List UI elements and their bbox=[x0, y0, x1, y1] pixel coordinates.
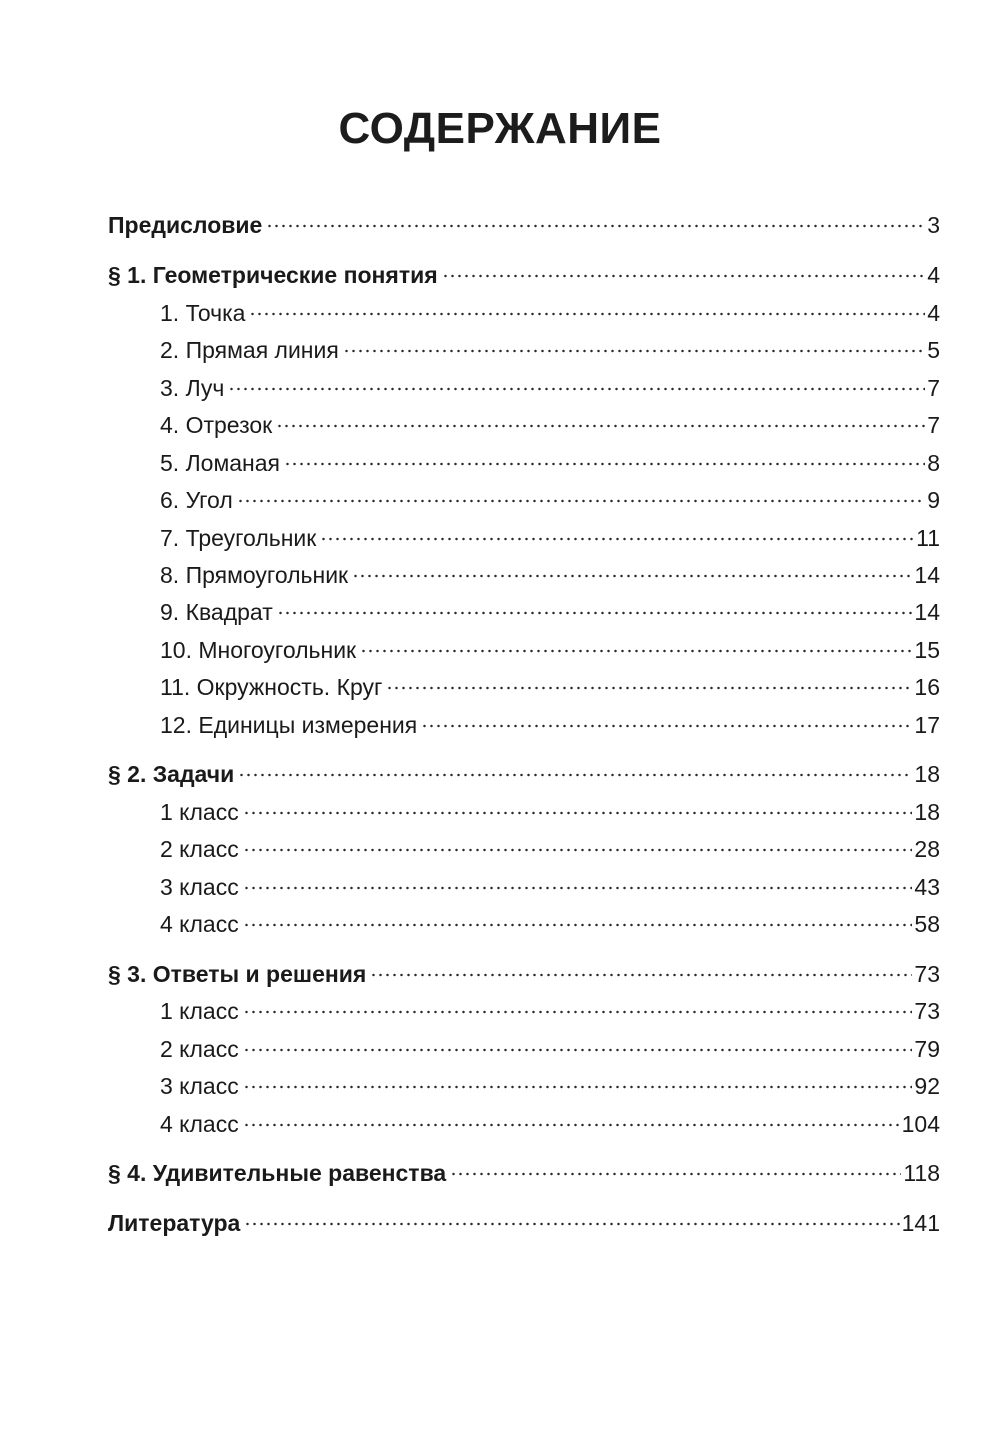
dot-leader bbox=[360, 628, 912, 658]
toc-entry-page: 118 bbox=[903, 1160, 940, 1186]
toc-entry-page: 15 bbox=[914, 637, 940, 663]
toc-entry-section-3[interactable] bbox=[108, 952, 940, 987]
toc-entry-label: § 3. Ответы и решения bbox=[108, 961, 367, 987]
toc-entry-sub[interactable] bbox=[160, 366, 940, 401]
toc-entry-page: 8 bbox=[927, 450, 940, 476]
toc-entry-sub[interactable] bbox=[160, 1027, 940, 1062]
dot-leader bbox=[343, 328, 925, 358]
toc-entry-label: Предисловие bbox=[108, 212, 263, 238]
dot-leader bbox=[249, 291, 925, 321]
toc-entry-label: 4 класс bbox=[160, 911, 239, 937]
dot-leader bbox=[442, 253, 926, 283]
toc-entry-label: 2. Прямая линия bbox=[160, 337, 339, 363]
toc-entry-sub[interactable] bbox=[160, 665, 940, 700]
toc-entry-label: 11. Окружность. Круг bbox=[160, 674, 383, 700]
toc-entry-sub[interactable] bbox=[160, 703, 940, 738]
toc-entry-page: 92 bbox=[914, 1073, 940, 1099]
toc-entry-label: 5. Ломаная bbox=[160, 450, 281, 476]
toc-entry-sub[interactable] bbox=[160, 865, 940, 900]
toc-entry-page: 104 bbox=[901, 1111, 940, 1137]
dot-leader bbox=[421, 703, 912, 733]
toc-entry-label: 1 класс bbox=[160, 799, 239, 825]
dot-leader bbox=[243, 902, 913, 932]
dot-leader bbox=[228, 366, 925, 396]
toc-entry-label: 12. Единицы измерения bbox=[160, 712, 418, 738]
toc-entry-page: 141 bbox=[901, 1210, 940, 1236]
toc-entry-sub[interactable] bbox=[160, 291, 940, 326]
dot-leader bbox=[243, 1102, 900, 1132]
toc-entry-section-2[interactable] bbox=[108, 752, 940, 787]
toc-entry-label: 1. Точка bbox=[160, 300, 246, 326]
toc-entry-label: 3 класс bbox=[160, 874, 239, 900]
toc-entry-sub[interactable] bbox=[160, 478, 940, 513]
toc-entry-page: 9 bbox=[927, 487, 940, 513]
toc-entry-sub[interactable] bbox=[160, 516, 940, 551]
toc-entry-label: § 2. Задачи bbox=[108, 761, 235, 787]
toc-entry-label: 7. Треугольник bbox=[160, 525, 317, 551]
toc-entry-sub[interactable] bbox=[160, 790, 940, 825]
dot-leader bbox=[450, 1151, 901, 1181]
toc-entry-section-1[interactable] bbox=[108, 253, 940, 288]
dot-leader bbox=[237, 478, 925, 508]
toc-entry-label: 6. Угол bbox=[160, 487, 233, 513]
toc-entry-page: 43 bbox=[914, 874, 940, 900]
dot-leader bbox=[284, 441, 925, 471]
toc-entry-label: 2 класс bbox=[160, 1036, 239, 1062]
toc-entry-sub[interactable] bbox=[160, 628, 940, 663]
dot-leader bbox=[352, 553, 912, 583]
dot-leader bbox=[370, 952, 912, 982]
dot-leader bbox=[266, 203, 925, 233]
dot-leader bbox=[320, 516, 914, 546]
toc-entry-label: Литература bbox=[108, 1210, 241, 1236]
toc-entry-page: 17 bbox=[914, 712, 940, 738]
toc-entry-label: 10. Многоугольник bbox=[160, 637, 357, 663]
toc-entry-sub[interactable] bbox=[160, 590, 940, 625]
toc-entry-page: 7 bbox=[927, 375, 940, 401]
dot-leader bbox=[238, 752, 912, 782]
toc-entry-label: 1 класс bbox=[160, 998, 239, 1024]
toc-entry-sub[interactable] bbox=[160, 989, 940, 1024]
toc-entry-sub[interactable] bbox=[160, 1064, 940, 1099]
toc-entry-section-4[interactable] bbox=[108, 1151, 940, 1186]
toc-entry-page: 5 bbox=[927, 337, 940, 363]
dot-leader bbox=[276, 403, 925, 433]
dot-leader bbox=[243, 989, 913, 1019]
toc-entry-literature[interactable] bbox=[108, 1201, 940, 1236]
toc-entry-label: 8. Прямоугольник bbox=[160, 562, 349, 588]
toc-entry-sub[interactable] bbox=[160, 403, 940, 438]
toc-entry-label: § 1. Геометрические понятия bbox=[108, 262, 438, 288]
toc-entry-page: 14 bbox=[914, 562, 940, 588]
toc-entry-page: 3 bbox=[927, 212, 940, 238]
dot-leader bbox=[386, 665, 912, 695]
toc-entry-label: § 4. Удивительные равенства bbox=[108, 1160, 447, 1186]
toc-entry-label: 4. Отрезок bbox=[160, 412, 273, 438]
toc-entry-page: 28 bbox=[914, 836, 940, 862]
toc-entry-sub[interactable] bbox=[160, 1102, 940, 1137]
toc-entry-page: 4 bbox=[927, 262, 940, 288]
dot-leader bbox=[243, 790, 913, 820]
toc-entry-page: 73 bbox=[914, 961, 940, 987]
toc-entry-page: 18 bbox=[914, 761, 940, 787]
dot-leader bbox=[243, 1064, 913, 1094]
toc-entry-page: 18 bbox=[914, 799, 940, 825]
toc-entry-page: 58 bbox=[914, 911, 940, 937]
toc-entry-page: 73 bbox=[914, 998, 940, 1024]
dot-leader bbox=[244, 1201, 899, 1231]
toc-entry-page: 11 bbox=[916, 525, 940, 551]
dot-leader bbox=[243, 827, 913, 857]
dot-leader bbox=[243, 1027, 913, 1057]
toc-entry-sub[interactable] bbox=[160, 553, 940, 588]
toc-entry-page: 7 bbox=[927, 412, 940, 438]
toc-entry-label: 3. Луч bbox=[160, 375, 225, 401]
toc-entry-page: 14 bbox=[914, 599, 940, 625]
toc-entry-sub[interactable] bbox=[160, 328, 940, 363]
toc-entry-page: 4 bbox=[927, 300, 940, 326]
toc-entry-sub[interactable] bbox=[160, 441, 940, 476]
toc-entry-sub[interactable] bbox=[160, 902, 940, 937]
dot-leader bbox=[277, 590, 913, 620]
toc-entry-label: 9. Квадрат bbox=[160, 599, 273, 625]
toc-entry-preface[interactable] bbox=[108, 203, 940, 238]
toc-entry-page: 79 bbox=[914, 1036, 940, 1062]
page-title: СОДЕРЖАНИЕ bbox=[338, 104, 662, 153]
toc-entry-label: 3 класс bbox=[160, 1073, 239, 1099]
toc-entry-label: 4 класс bbox=[160, 1111, 239, 1137]
dot-leader bbox=[243, 865, 913, 895]
toc-entry-label: 2 класс bbox=[160, 836, 239, 862]
toc-entry-sub[interactable] bbox=[160, 827, 940, 862]
toc-entry-page: 16 bbox=[914, 674, 940, 700]
